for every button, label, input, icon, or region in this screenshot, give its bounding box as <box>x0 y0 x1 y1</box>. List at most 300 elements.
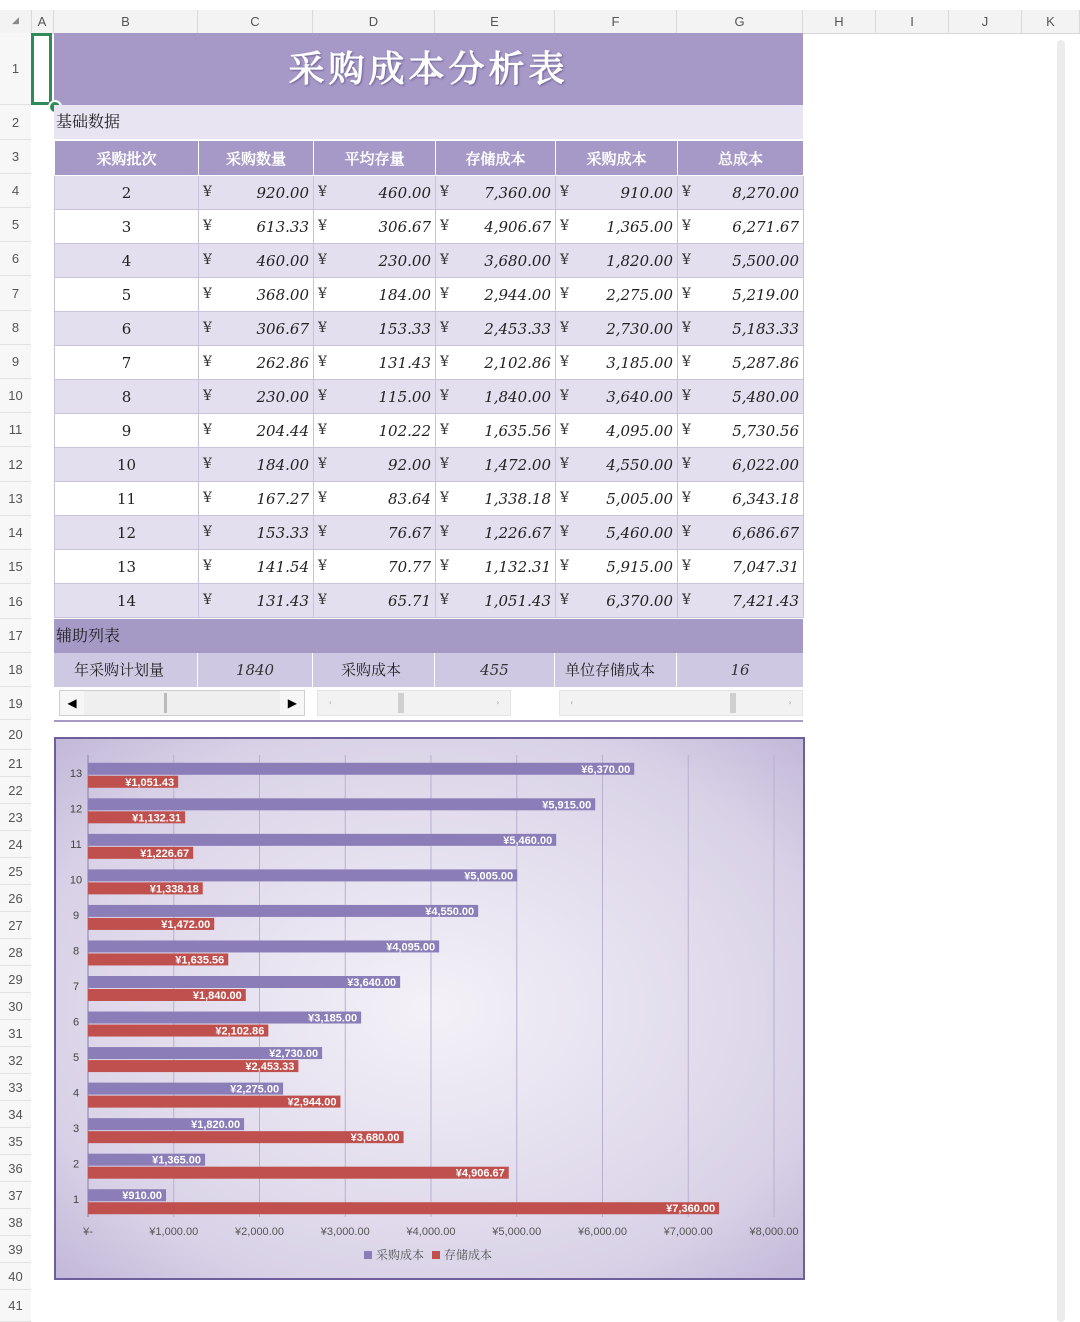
row-header-40[interactable]: 40 <box>0 1263 31 1290</box>
row-header-35[interactable]: 35 <box>0 1128 31 1155</box>
purchase-cost-bar <box>88 798 595 810</box>
money-cell[interactable] <box>199 278 314 312</box>
row-header-30[interactable]: 30 <box>0 993 31 1020</box>
money-value: 6,370.00 <box>606 591 673 610</box>
row-header-15[interactable]: 15 <box>0 550 31 584</box>
y-category-label: 11 <box>70 838 82 851</box>
batch-cell[interactable]: 12 <box>55 516 199 550</box>
money-cell[interactable] <box>314 210 436 244</box>
currency-symbol: ¥ <box>560 319 569 336</box>
currency-symbol: ¥ <box>682 591 691 608</box>
legend-label-purchase: 采购成本 <box>376 1248 425 1262</box>
table-row <box>55 346 804 380</box>
money-value: 1,051.43 <box>484 591 551 610</box>
x-tick-label: ¥7,000.00 <box>663 1226 713 1238</box>
money-cell[interactable] <box>314 278 436 312</box>
select-all-corner[interactable]: ◢ <box>0 10 32 33</box>
y-category-label: 9 <box>72 909 80 922</box>
money-cell[interactable] <box>314 346 436 380</box>
batch-cell[interactable]: 11 <box>55 482 199 516</box>
row-header-11[interactable]: 11 <box>0 413 31 447</box>
currency-symbol: ¥ <box>440 353 449 370</box>
money-value: 7,360.00 <box>484 183 551 202</box>
money-value: 3,680.00 <box>484 251 551 270</box>
money-value: 1,840.00 <box>484 387 551 406</box>
money-cell[interactable] <box>678 516 804 550</box>
currency-symbol: ¥ <box>682 183 691 200</box>
money-value: 5,730.56 <box>732 421 799 440</box>
y-category-label: 8 <box>72 945 80 958</box>
money-cell[interactable] <box>678 448 804 482</box>
money-cell[interactable] <box>556 346 678 380</box>
table-row <box>55 516 804 550</box>
money-cell[interactable] <box>556 380 678 414</box>
money-value: 5,219.00 <box>732 285 799 304</box>
annual-plan-scrollbar[interactable] <box>59 690 305 716</box>
money-value: 4,906.67 <box>484 217 551 236</box>
purchase-cost-data-label: ¥4,095.00 <box>386 941 436 954</box>
currency-symbol: ¥ <box>440 285 449 302</box>
column-title: 采购批次 <box>55 141 199 176</box>
currency-symbol: ¥ <box>440 421 449 438</box>
column-header-j[interactable]: J <box>949 10 1022 33</box>
legend-swatch-storage <box>432 1251 440 1259</box>
money-cell[interactable] <box>556 312 678 346</box>
money-cell[interactable] <box>556 516 678 550</box>
money-cell[interactable] <box>556 176 678 210</box>
currency-symbol: ¥ <box>560 285 569 302</box>
currency-symbol: ¥ <box>203 591 212 608</box>
row-header-9[interactable]: 9 <box>0 345 31 379</box>
currency-symbol: ¥ <box>560 455 569 472</box>
money-cell[interactable] <box>314 550 436 584</box>
currency-symbol: ¥ <box>560 183 569 200</box>
row-header-13[interactable]: 13 <box>0 482 31 516</box>
scroll-right-arrow-icon[interactable]: › <box>496 698 500 707</box>
column-header-f[interactable]: F <box>555 10 677 33</box>
purchase-cost-bar <box>88 763 634 775</box>
batch-cell[interactable]: 4 <box>55 244 199 278</box>
x-tick-label: ¥2,000.00 <box>235 1226 284 1238</box>
row-header-2[interactable]: 2 <box>0 105 31 140</box>
money-value: 5,460.00 <box>606 523 673 542</box>
row-header-37[interactable]: 37 <box>0 1182 31 1209</box>
batch-cell[interactable]: 3 <box>55 210 199 244</box>
money-cell[interactable] <box>314 414 436 448</box>
money-cell[interactable] <box>436 482 556 516</box>
money-value: 1,472.00 <box>484 455 551 474</box>
table-row <box>55 448 804 482</box>
money-cell[interactable] <box>436 448 556 482</box>
column-header-a[interactable]: A <box>31 10 54 33</box>
currency-symbol: ¥ <box>318 319 327 336</box>
currency-symbol: ¥ <box>682 421 691 438</box>
purchase-cost-scroll-thumb[interactable] <box>398 693 404 713</box>
purchase-cost-bar <box>88 905 478 917</box>
currency-symbol: ¥ <box>682 489 691 506</box>
money-cell[interactable] <box>436 584 556 618</box>
storage-cost-data-label: ¥3,680.00 <box>350 1132 400 1145</box>
row-header-4[interactable]: 4 <box>0 174 31 208</box>
currency-symbol: ¥ <box>560 421 569 438</box>
vertical-scrollbar[interactable] <box>1057 40 1065 1322</box>
money-value: 460.00 <box>378 183 431 202</box>
money-value: 2,944.00 <box>484 285 551 304</box>
money-value: 262.86 <box>256 353 309 372</box>
money-cell[interactable] <box>556 414 678 448</box>
storage-cost-data-label: ¥1,338.18 <box>149 883 199 896</box>
money-cell[interactable] <box>436 346 556 380</box>
currency-symbol: ¥ <box>318 217 327 234</box>
annual-plan-scroll-thumb[interactable] <box>164 693 167 713</box>
y-category-label: 4 <box>72 1087 80 1100</box>
money-value: 920.00 <box>256 183 309 202</box>
money-cell[interactable] <box>199 482 314 516</box>
row-header-16[interactable]: 16 <box>0 584 31 619</box>
currency-symbol: ¥ <box>560 523 569 540</box>
scroll-left-arrow-icon[interactable]: ‹ <box>570 698 574 707</box>
money-cell[interactable] <box>678 278 804 312</box>
table-row <box>55 550 804 584</box>
money-cell[interactable] <box>436 176 556 210</box>
money-value: 153.33 <box>378 319 431 338</box>
row-header-12[interactable]: 12 <box>0 447 31 482</box>
row-header-33[interactable]: 33 <box>0 1074 31 1101</box>
storage-cost-bar <box>88 1202 719 1214</box>
currency-symbol: ¥ <box>682 319 691 336</box>
column-header-e[interactable]: E <box>435 10 555 33</box>
purchase-cost-data-label: ¥3,185.00 <box>308 1012 358 1025</box>
table-row <box>55 584 804 618</box>
currency-symbol: ¥ <box>440 557 449 574</box>
currency-symbol: ¥ <box>440 387 449 404</box>
y-category-label: 12 <box>69 803 83 816</box>
currency-symbol: ¥ <box>682 285 691 302</box>
cost-bar-chart[interactable] <box>54 737 805 1280</box>
money-cell[interactable] <box>556 210 678 244</box>
row-header-1[interactable]: 1 <box>0 33 31 105</box>
x-tick-label: ¥6,000.00 <box>578 1226 627 1238</box>
purchase-cost-value[interactable]: 455 <box>435 653 555 687</box>
money-cell[interactable] <box>436 380 556 414</box>
money-value: 230.00 <box>378 251 431 270</box>
y-category-label: 10 <box>69 874 83 887</box>
row-header-27[interactable]: 27 <box>0 912 31 939</box>
money-cell[interactable] <box>199 346 314 380</box>
section-aux-list: 辅助列表 <box>54 619 803 653</box>
money-cell[interactable] <box>199 312 314 346</box>
batch-cell[interactable]: 14 <box>55 584 199 618</box>
money-value: 5,287.86 <box>732 353 799 372</box>
y-category-label: 2 <box>72 1158 80 1171</box>
money-cell[interactable] <box>436 516 556 550</box>
legend-swatch-purchase <box>364 1251 372 1259</box>
money-value: 6,022.00 <box>732 455 799 474</box>
x-tick-label: ¥8,000.00 <box>749 1226 799 1238</box>
money-cell[interactable] <box>436 244 556 278</box>
currency-symbol: ¥ <box>682 523 691 540</box>
currency-symbol: ¥ <box>440 523 449 540</box>
currency-symbol: ¥ <box>203 421 212 438</box>
money-cell[interactable] <box>436 210 556 244</box>
y-category-label: 3 <box>72 1123 80 1136</box>
money-value: 460.00 <box>256 251 309 270</box>
money-cell[interactable] <box>199 448 314 482</box>
currency-symbol: ¥ <box>318 285 327 302</box>
money-cell[interactable] <box>314 244 436 278</box>
currency-symbol: ¥ <box>560 591 569 608</box>
row-header-41[interactable]: 41 <box>0 1290 31 1322</box>
purchase-cost-scrollbar[interactable] <box>317 690 510 716</box>
column-header-i[interactable]: I <box>876 10 949 33</box>
annual-plan-value[interactable]: 1840 <box>198 653 313 687</box>
money-cell[interactable] <box>556 244 678 278</box>
money-cell[interactable] <box>314 584 436 618</box>
money-cell[interactable] <box>314 380 436 414</box>
money-cell[interactable] <box>314 448 436 482</box>
column-header-g[interactable]: G <box>677 10 803 33</box>
money-value: 4,095.00 <box>606 421 673 440</box>
money-value: 65.71 <box>388 591 431 610</box>
row-header-8[interactable]: 8 <box>0 311 31 345</box>
currency-symbol: ¥ <box>440 319 449 336</box>
money-cell[interactable] <box>199 210 314 244</box>
purchase-cost-label: 采购成本 <box>313 653 435 687</box>
x-tick-label: ¥4,000.00 <box>406 1226 456 1238</box>
money-cell[interactable] <box>556 482 678 516</box>
currency-symbol: ¥ <box>203 557 212 574</box>
x-tick-label: ¥3,000.00 <box>320 1226 370 1238</box>
money-cell[interactable] <box>556 550 678 584</box>
row-header-32[interactable]: 32 <box>0 1047 31 1074</box>
row-header-39[interactable]: 39 <box>0 1236 31 1263</box>
row-header-14[interactable]: 14 <box>0 516 31 550</box>
scroll-left-arrow-icon[interactable]: ‹ <box>328 698 332 707</box>
column-header-d[interactable]: D <box>313 10 435 33</box>
storage-cost-data-label: ¥1,635.56 <box>175 954 225 967</box>
currency-symbol: ¥ <box>440 591 449 608</box>
money-value: 306.67 <box>378 217 431 236</box>
row-header-28[interactable]: 28 <box>0 939 31 966</box>
money-cell[interactable] <box>199 584 314 618</box>
x-tick-label: ¥- <box>83 1226 93 1238</box>
scroll-right-arrow-icon[interactable]: › <box>788 698 792 707</box>
column-header-h[interactable]: H <box>803 10 876 33</box>
row-header-31[interactable]: 31 <box>0 1020 31 1047</box>
money-cell[interactable] <box>678 584 804 618</box>
currency-symbol: ¥ <box>203 319 212 336</box>
money-cell[interactable] <box>678 380 804 414</box>
table-row <box>55 244 804 278</box>
money-cell[interactable] <box>436 278 556 312</box>
batch-cell[interactable]: 5 <box>55 278 199 312</box>
money-cell[interactable] <box>199 550 314 584</box>
column-header-c[interactable]: C <box>198 10 313 33</box>
currency-symbol: ¥ <box>440 455 449 472</box>
column-header-k[interactable]: K <box>1022 10 1080 33</box>
row-header-38[interactable]: 38 <box>0 1209 31 1236</box>
purchase-cost-data-label: ¥3,640.00 <box>347 977 397 989</box>
money-value: 2,275.00 <box>606 285 673 304</box>
currency-symbol: ¥ <box>560 217 569 234</box>
money-value: 6,271.67 <box>732 217 799 236</box>
unit-storage-value[interactable]: 16 <box>730 661 750 679</box>
row-header-24[interactable]: 24 <box>0 831 31 858</box>
money-value: 613.33 <box>256 217 309 236</box>
money-value: 1,365.00 <box>606 217 673 236</box>
row-header-18[interactable]: 18 <box>0 653 31 687</box>
column-header-b[interactable]: B <box>54 10 198 33</box>
row-header-36[interactable]: 36 <box>0 1155 31 1182</box>
purchase-cost-data-label: ¥4,550.00 <box>425 905 475 918</box>
money-value: 83.64 <box>388 489 431 508</box>
x-tick-label: ¥5,000.00 <box>492 1226 542 1238</box>
money-value: 92.00 <box>388 455 431 474</box>
column-title: 总成本 <box>678 141 804 176</box>
batch-cell[interactable]: 6 <box>55 312 199 346</box>
row-header-6[interactable]: 6 <box>0 242 31 276</box>
currency-symbol: ¥ <box>318 489 327 506</box>
row-header-3[interactable]: 3 <box>0 140 31 174</box>
slider-row <box>54 687 803 722</box>
row-header-10[interactable]: 10 <box>0 379 31 413</box>
money-cell[interactable] <box>678 414 804 448</box>
unit-storage-scroll-thumb[interactable] <box>730 693 736 713</box>
money-value: 1,635.56 <box>484 421 551 440</box>
storage-cost-data-label: ¥7,360.00 <box>666 1203 716 1216</box>
currency-symbol: ¥ <box>203 217 212 234</box>
scroll-right-arrow-icon[interactable]: ▶ <box>280 691 304 715</box>
money-value: 7,047.31 <box>732 557 799 576</box>
money-cell[interactable] <box>678 550 804 584</box>
currency-symbol: ¥ <box>203 183 212 200</box>
currency-symbol: ¥ <box>560 251 569 268</box>
storage-cost-data-label: ¥2,944.00 <box>287 1096 337 1109</box>
money-cell[interactable] <box>199 176 314 210</box>
row-header-21[interactable]: 21 <box>0 750 31 777</box>
table-row <box>55 312 804 346</box>
money-cell[interactable] <box>556 278 678 312</box>
sheet-title: 采购成本分析表 <box>54 33 803 106</box>
y-category-label: 7 <box>72 981 80 993</box>
money-cell[interactable] <box>199 244 314 278</box>
row-header-23[interactable]: 23 <box>0 804 31 831</box>
storage-cost-data-label: ¥2,102.86 <box>215 1025 265 1038</box>
table-row <box>55 176 804 210</box>
section-basic-data: 基础数据 <box>54 105 803 139</box>
cost-table <box>54 140 804 618</box>
money-cell[interactable] <box>314 516 436 550</box>
row-header-19[interactable]: 19 <box>0 687 31 720</box>
scroll-left-arrow-icon[interactable]: ◀ <box>60 691 84 715</box>
money-cell[interactable] <box>314 482 436 516</box>
money-value: 1,132.31 <box>484 557 551 576</box>
currency-symbol: ¥ <box>560 353 569 370</box>
money-value: 167.27 <box>256 489 309 508</box>
currency-symbol: ¥ <box>318 523 327 540</box>
money-cell[interactable] <box>436 312 556 346</box>
money-cell[interactable] <box>678 176 804 210</box>
batch-cell[interactable]: 10 <box>55 448 199 482</box>
money-cell[interactable] <box>556 448 678 482</box>
legend-label-storage: 存储成本 <box>444 1248 493 1262</box>
unit-storage-label: 单位存储成本 <box>555 653 677 687</box>
currency-symbol: ¥ <box>682 557 691 574</box>
batch-cell[interactable]: 8 <box>55 380 199 414</box>
row-header-20[interactable]: 20 <box>0 720 31 750</box>
currency-symbol: ¥ <box>560 557 569 574</box>
row-header-7[interactable]: 7 <box>0 276 31 311</box>
money-cell[interactable] <box>314 312 436 346</box>
purchase-cost-data-label: ¥5,915.00 <box>542 799 592 812</box>
money-cell[interactable] <box>314 176 436 210</box>
money-cell[interactable] <box>678 346 804 380</box>
money-cell[interactable] <box>199 414 314 448</box>
row-header-25[interactable]: 25 <box>0 858 31 885</box>
money-cell[interactable] <box>436 414 556 448</box>
money-cell[interactable] <box>199 516 314 550</box>
batch-cell[interactable]: 7 <box>55 346 199 380</box>
currency-symbol: ¥ <box>682 251 691 268</box>
money-cell[interactable] <box>556 584 678 618</box>
row-header-22[interactable]: 22 <box>0 777 31 804</box>
currency-symbol: ¥ <box>440 489 449 506</box>
row-header-29[interactable]: 29 <box>0 966 31 993</box>
purchase-cost-data-label: ¥5,005.00 <box>464 870 514 883</box>
money-cell[interactable] <box>678 312 804 346</box>
purchase-cost-data-label: ¥910.00 <box>122 1190 163 1203</box>
currency-symbol: ¥ <box>318 557 327 574</box>
money-value: 5,500.00 <box>732 251 799 270</box>
y-category-label: 6 <box>72 1016 80 1029</box>
row-header-34[interactable]: 34 <box>0 1101 31 1128</box>
currency-symbol: ¥ <box>318 591 327 608</box>
batch-cell[interactable]: 13 <box>55 550 199 584</box>
money-cell[interactable] <box>678 482 804 516</box>
money-value: 184.00 <box>256 455 309 474</box>
money-value: 1,226.67 <box>484 523 551 542</box>
column-title: 平均存量 <box>314 141 436 176</box>
currency-symbol: ¥ <box>440 217 449 234</box>
purchase-cost-data-label: ¥5,460.00 <box>503 834 553 847</box>
purchase-cost-data-label: ¥2,275.00 <box>230 1083 280 1096</box>
batch-cell[interactable]: 9 <box>55 414 199 448</box>
money-value: 910.00 <box>620 183 673 202</box>
selected-cell-a1[interactable] <box>31 33 52 105</box>
money-cell[interactable] <box>678 244 804 278</box>
table-header-row <box>55 141 804 176</box>
money-cell[interactable] <box>199 380 314 414</box>
batch-cell[interactable]: 2 <box>55 176 199 210</box>
storage-cost-data-label: ¥1,226.67 <box>140 847 190 860</box>
currency-symbol: ¥ <box>203 523 212 540</box>
currency-symbol: ¥ <box>682 455 691 472</box>
row-header-5[interactable]: 5 <box>0 208 31 242</box>
row-header-26[interactable]: 26 <box>0 885 31 912</box>
money-value: 7,421.43 <box>732 591 799 610</box>
money-cell[interactable] <box>436 550 556 584</box>
row-header-17[interactable]: 17 <box>0 619 31 653</box>
money-cell[interactable] <box>678 210 804 244</box>
storage-cost-data-label: ¥1,840.00 <box>192 990 242 1002</box>
annual-plan-label: 年采购计划量 <box>54 653 198 687</box>
money-value: 102.22 <box>378 421 431 440</box>
storage-cost-data-label: ¥1,472.00 <box>161 918 211 931</box>
money-value: 368.00 <box>256 285 309 304</box>
unit-storage-scrollbar[interactable] <box>559 690 803 716</box>
storage-cost-data-label: ¥2,453.33 <box>245 1061 295 1074</box>
money-value: 131.43 <box>256 591 309 610</box>
